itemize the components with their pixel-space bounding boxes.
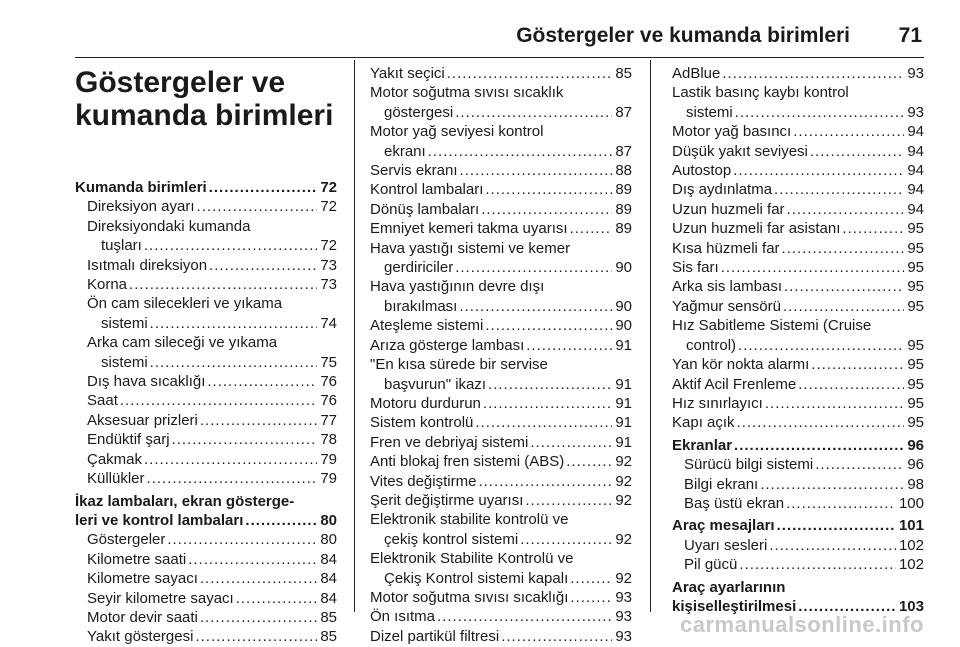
toc-page: 74: [320, 314, 337, 332]
toc-entry-title: Arka cam sileceği ve yıkama: [87, 334, 278, 352]
toc-entry-title: Kısa hüzmeli far: [672, 239, 780, 257]
toc-entry-title: AdBlue: [672, 65, 721, 82]
toc-entry[interactable]: [75, 372, 337, 391]
toc-entry[interactable]: [75, 550, 337, 569]
toc-page: 95: [907, 297, 924, 315]
toc-entry[interactable]: [672, 455, 924, 474]
toc-entry-title: Autostop: [672, 162, 732, 180]
toc-page: 87: [615, 142, 632, 160]
toc-entry[interactable]: [672, 555, 924, 574]
toc-page: 101: [898, 517, 924, 535]
toc-entry[interactable]: [672, 122, 924, 141]
toc-entry[interactable]: [370, 355, 632, 394]
toc-entry-title: Sis farı: [672, 259, 719, 277]
toc-entry[interactable]: [672, 200, 924, 219]
toc-entry[interactable]: [370, 472, 632, 491]
toc-entry-title: Yan kör nokta alarmı: [672, 356, 810, 374]
toc-entry-title: Ön ısıtma: [370, 608, 436, 626]
toc-entry-title: Arka sis lambası: [672, 278, 783, 296]
toc-section-personalization[interactable]: [672, 578, 924, 617]
toc-entry-title: Motor soğutma sıvısı sıcaklığı: [370, 588, 569, 606]
toc-page: 92: [615, 530, 632, 548]
toc-entry[interactable]: [75, 530, 337, 549]
toc-entry-title: Ateşleme sistemi: [370, 317, 484, 335]
toc-entry[interactable]: [370, 122, 632, 161]
toc-page: 91: [615, 336, 632, 354]
toc-entry-title: Çekiş Kontrol sistemi kapalı: [384, 569, 569, 587]
toc-page: 91: [615, 414, 632, 432]
toc-entry[interactable]: [672, 355, 924, 374]
toc-entry-title: Lastik basınç kaybı kontrol: [672, 84, 849, 102]
toc-entry-title: Sürücü bilgi sistemi: [684, 456, 814, 474]
toc-page: 94: [907, 181, 924, 199]
toc-page: 94: [907, 200, 924, 218]
toc-column-2: [370, 64, 632, 646]
toc-entry[interactable]: [672, 277, 924, 296]
toc-entry[interactable]: [75, 569, 337, 588]
toc-section-controls[interactable]: [75, 178, 337, 197]
toc-page: 90: [615, 297, 632, 315]
toc-page: 79: [320, 450, 337, 468]
toc-entry[interactable]: [370, 180, 632, 199]
toc-entry[interactable]: [75, 256, 337, 275]
toc-entry-title: sistemi: [686, 103, 733, 121]
toc-page: 98: [907, 475, 924, 493]
toc-page: 93: [615, 608, 632, 626]
toc-entry-title: bırakılması: [384, 297, 458, 315]
toc-entry-title: Saat: [87, 392, 118, 410]
toc-entry-title: gerdiriciler: [384, 259, 454, 277]
toc-entry[interactable]: [672, 297, 924, 316]
toc-page: 95: [907, 278, 924, 296]
toc-page: 85: [320, 628, 337, 646]
toc-entry[interactable]: [672, 258, 924, 277]
toc-entry-title: Göstergeler: [87, 531, 166, 549]
toc-entry-title: Fren ve debriyaj sistemi: [370, 433, 529, 451]
toc-entry[interactable]: [370, 161, 632, 180]
toc-entry-title: Uzun huzmeli far: [672, 200, 785, 218]
toc-entry-title: Direksiyondaki kumanda: [87, 217, 251, 235]
toc-page: 102: [898, 556, 924, 574]
toc-entry-title: Hız Sabitleme Sistemi (Cruise: [672, 317, 872, 335]
toc-entry[interactable]: [672, 83, 924, 122]
toc-entry-title: Dış hava sıcaklığı: [87, 373, 206, 391]
toc-entry[interactable]: [370, 336, 632, 355]
toc-entry-title: sistemi: [101, 353, 148, 371]
toc-entry[interactable]: [370, 219, 632, 238]
toc-page: 79: [320, 470, 337, 488]
header-rule: [75, 57, 924, 58]
toc-section-title: Araç mesajları: [672, 517, 775, 535]
toc-page: 89: [615, 200, 632, 218]
toc-entry-title: Kilometre sayacı: [87, 570, 198, 588]
toc-page: 95: [907, 220, 924, 238]
toc-entry[interactable]: [370, 491, 632, 510]
toc-entry-title: Düşük yakıt seviyesi: [672, 142, 808, 160]
toc-entry[interactable]: [75, 217, 337, 256]
toc-page: 89: [615, 220, 632, 238]
toc-entry-title: Elektronik Stabilite Kontrolü ve: [370, 550, 574, 568]
toc-entry[interactable]: [75, 450, 337, 469]
toc-entry[interactable]: [370, 277, 632, 316]
toc-page: 96: [907, 436, 924, 454]
toc-page: 80: [320, 531, 337, 549]
toc-page: 92: [615, 472, 632, 490]
toc-entry-title: Hava yastığının devre dışı: [370, 278, 545, 296]
toc-section-displays[interactable]: [672, 436, 924, 455]
toc-entry-title: Endüktif şarj: [87, 431, 170, 449]
toc-page: 93: [615, 627, 632, 645]
toc-entry-title: Aksesuar prizleri: [87, 411, 198, 429]
chapter-title-line: kumanda birimleri: [75, 99, 334, 132]
running-header-title: Göstergeler ve kumanda birimleri: [516, 24, 850, 47]
toc-entry-title: Kontrol lambaları: [370, 181, 484, 199]
toc-section-title: Araç ayarlarının: [672, 578, 786, 596]
toc-entry-title: Ön cam silecekleri ve yıkama: [87, 295, 283, 313]
toc-entry-title: Yağmur sensörü: [672, 297, 781, 315]
toc-page: 73: [320, 256, 337, 274]
toc-entry[interactable]: [672, 375, 924, 394]
toc-entry-title: çekiş kontrol sistemi: [384, 530, 519, 548]
toc-page: 84: [320, 589, 337, 607]
toc-entry[interactable]: [370, 413, 632, 432]
toc-entry-title: Küllükler: [87, 470, 145, 488]
toc-page: 89: [615, 181, 632, 199]
toc-entry-title: Motor yağ basıncı: [672, 123, 792, 141]
toc-page: 90: [615, 259, 632, 277]
toc-section-title: Ekranlar: [672, 436, 733, 454]
toc-entry[interactable]: [370, 510, 632, 549]
toc-entry[interactable]: [75, 333, 337, 372]
toc-entry[interactable]: [672, 494, 924, 513]
toc-section-title: İkaz lambaları, ekran gösterge-: [75, 492, 295, 510]
toc-entry[interactable]: [370, 588, 632, 607]
toc-entry[interactable]: [75, 608, 337, 627]
toc-entry[interactable]: [672, 394, 924, 413]
toc-page: 91: [615, 394, 632, 412]
toc-entry-title: sistemi: [101, 314, 148, 332]
toc-entry-title: Dizel partikül filtresi: [370, 627, 500, 645]
toc-entry-title: göstergesi: [384, 103, 454, 121]
toc-entry-title: Seyir kilometre sayacı: [87, 589, 234, 607]
toc-entry-title: Şerit değiştirme uyarısı: [370, 491, 524, 509]
toc-page: 90: [615, 317, 632, 335]
toc-entry-title: Aktif Acil Frenleme: [672, 375, 797, 393]
toc-entry-title: Bilgi ekranı: [684, 475, 759, 493]
toc-entry[interactable]: [370, 83, 632, 122]
toc-entry[interactable]: [75, 627, 337, 646]
toc-entry-title: Sistem kontrolü: [370, 414, 474, 432]
toc-entry[interactable]: [370, 627, 632, 646]
toc-section-title: Kumanda birimleri: [75, 179, 207, 196]
toc-page: 85: [320, 608, 337, 626]
toc-page: 92: [615, 569, 632, 587]
toc-entry-title: Uyarı sesleri: [684, 536, 768, 554]
toc-entry-title: Uzun huzmeli far asistanı: [672, 220, 841, 238]
column-divider-2: [650, 60, 651, 612]
toc-page: 94: [907, 123, 924, 141]
toc-entry-title: Pil gücü: [684, 556, 738, 574]
page-number: 71: [898, 24, 922, 47]
toc-entry[interactable]: [75, 411, 337, 430]
toc-entry-title: başvurun" ikazı: [384, 375, 487, 393]
toc-page: 93: [907, 103, 924, 121]
toc-entry-title: Anti blokaj fren sistemi (ABS): [370, 453, 565, 471]
toc-entry[interactable]: [370, 452, 632, 471]
toc-page: 96: [907, 456, 924, 474]
toc-page: 103: [898, 597, 924, 615]
toc-entry[interactable]: [672, 239, 924, 258]
toc-page: 94: [907, 162, 924, 180]
toc-entry-title: Motoru durdurun: [370, 394, 481, 412]
toc-entry[interactable]: [672, 316, 924, 355]
toc-entry-title: Hız sınırlayıcı: [672, 394, 763, 412]
toc-entry-title: Çakmak: [87, 450, 143, 468]
toc-page: 84: [320, 570, 337, 588]
toc-page: 87: [615, 103, 632, 121]
toc-entry[interactable]: [370, 433, 632, 452]
toc-page: 75: [320, 353, 337, 371]
toc-entry-title: Motor devir saati: [87, 608, 198, 626]
toc-page: 76: [320, 373, 337, 391]
toc-entry-title: Servis ekranı: [370, 162, 458, 180]
toc-page: 80: [320, 511, 337, 529]
toc-page: 94: [907, 142, 924, 160]
toc-entry-title: Elektronik stabilite kontrolü ve: [370, 511, 569, 529]
toc-entry-title: Dönüş lambaları: [370, 200, 480, 218]
toc-entry-title: ekranı: [384, 142, 426, 160]
toc-entry-title: Baş üstü ekran: [684, 494, 785, 512]
column-divider-1: [354, 60, 355, 612]
toc-entry[interactable]: [370, 607, 632, 626]
toc-section-title: leri ve kontrol lambaları: [75, 511, 244, 529]
toc-entry-title: Vites değiştirme: [370, 472, 477, 490]
toc-page: 77: [320, 411, 337, 429]
toc-page: 95: [907, 414, 924, 432]
toc-entry-title: Hava yastığı sistemi ve kemer: [370, 239, 571, 257]
toc-entry[interactable]: [370, 200, 632, 219]
toc-entry-title: Yakıt seçici: [370, 65, 445, 82]
toc-page: 84: [320, 550, 337, 568]
toc-entry-title: Korna: [87, 276, 128, 294]
toc-entry[interactable]: [75, 469, 337, 488]
toc-page: 72: [320, 237, 337, 255]
toc-section-title: kişiselleştirilmesi: [672, 597, 797, 615]
toc-page: 88: [615, 162, 632, 180]
toc-entry[interactable]: [672, 161, 924, 180]
watermark: carmanualsonline.info: [680, 612, 924, 637]
toc-entry[interactable]: [672, 413, 924, 432]
toc-entry[interactable]: [75, 391, 337, 410]
toc-entry-title: Emniyet kemeri takma uyarısı: [370, 220, 568, 238]
toc-entry-title: Arıza gösterge lambası: [370, 336, 525, 354]
toc-page: 73: [320, 276, 337, 294]
toc-entry-title: "En kısa sürede bir servise: [370, 356, 548, 374]
toc-page: 95: [907, 259, 924, 277]
chapter-title: [75, 66, 337, 132]
toc-entry-title: control): [686, 336, 737, 354]
toc-page: 100: [898, 494, 924, 512]
toc-entry-title: Direksiyon ayarı: [87, 198, 195, 216]
toc-entry-title: tuşları: [101, 237, 142, 255]
toc-entry[interactable]: [75, 430, 337, 449]
toc-page: 95: [907, 239, 924, 257]
toc-entry[interactable]: [75, 294, 337, 333]
toc-page: 78: [320, 431, 337, 449]
toc-entry-title: Kilometre saati: [87, 550, 187, 568]
toc-entry[interactable]: [672, 219, 924, 238]
toc-page: 95: [907, 394, 924, 412]
toc-entry-title: Motor yağ seviyesi kontrol: [370, 123, 544, 141]
toc-entry-title: Kapı açık: [672, 414, 735, 432]
toc-entry[interactable]: [672, 180, 924, 199]
toc-page: 72: [320, 179, 337, 196]
toc-entry-title: Motor soğutma sıvısı sıcaklık: [370, 84, 564, 102]
toc-page: 72: [320, 198, 337, 216]
toc-entry[interactable]: [75, 197, 337, 216]
toc-entry-title: Isıtmalı direksiyon: [87, 256, 208, 274]
toc-page: 92: [615, 491, 632, 509]
toc-entry-title: Yakıt göstergesi: [87, 628, 194, 646]
toc-section-vehicle-messages[interactable]: [672, 516, 924, 535]
toc-section-warning-lights[interactable]: [75, 492, 337, 531]
toc-page: 91: [615, 433, 632, 451]
toc-entry[interactable]: [75, 275, 337, 294]
toc-entry[interactable]: [370, 64, 632, 83]
toc-page: 93: [615, 588, 632, 606]
toc-entry[interactable]: [370, 316, 632, 335]
toc-page: 95: [907, 336, 924, 354]
toc-entry[interactable]: [370, 239, 632, 278]
toc-entry[interactable]: [370, 549, 632, 588]
toc-entry[interactable]: [672, 475, 924, 494]
toc-page: 93: [907, 65, 924, 82]
chapter-title-line: Göstergeler ve: [75, 66, 286, 99]
toc-page: 85: [615, 65, 632, 82]
toc-column-3: [672, 64, 924, 616]
toc-page: 92: [615, 453, 632, 471]
toc-page: 95: [907, 356, 924, 374]
toc-page: 102: [898, 536, 924, 554]
toc-entry-title: Dış aydınlatma: [672, 181, 773, 199]
toc-column-1: [75, 64, 337, 647]
toc-entry[interactable]: [75, 589, 337, 608]
toc-entry[interactable]: [672, 536, 924, 555]
toc-page: 76: [320, 392, 337, 410]
toc-entry[interactable]: [370, 394, 632, 413]
toc-entry[interactable]: [672, 64, 924, 83]
toc-page: 91: [615, 375, 632, 393]
toc-page: 95: [907, 375, 924, 393]
toc-entry[interactable]: [672, 142, 924, 161]
